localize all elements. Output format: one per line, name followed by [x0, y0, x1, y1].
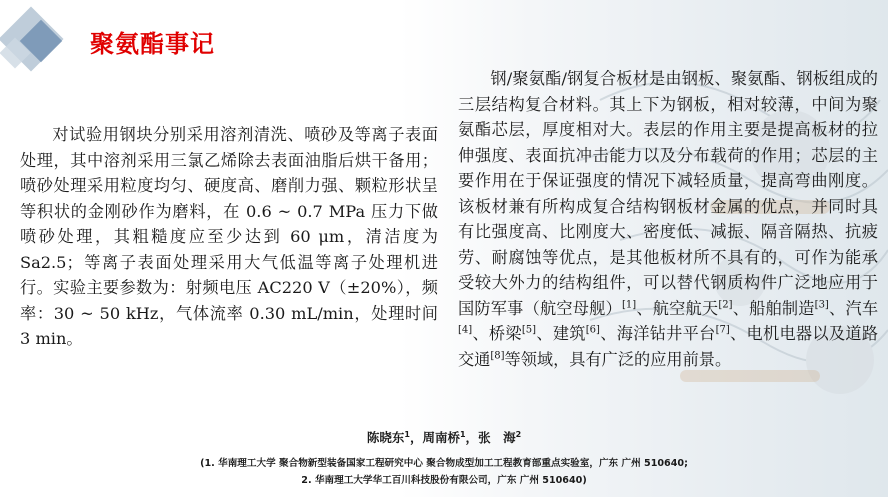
right-paragraph-segment: 、海洋钻井平台	[599, 324, 716, 343]
right-paragraph-segment: 、电机电器以及道路交通	[458, 324, 879, 369]
right-paragraph-segment: 、桥梁	[472, 324, 522, 343]
left-paragraph: 对试验用钢块分别采用溶剂清洗、喷砂及等离子表面处理，其中溶剂采用三氯乙烯除去表面油脂后烘干备用；喷砂处理采用粒度均匀、硬度高、磨削力强、颗粒形状呈等积状的金刚砂作为磨料，在 0.6 ~ 0.7 MPa 压力下做喷砂处理，其粗糙度应至少达到 60 μm，清洁度为 Sa2.5；等离子表面处理采用大气低温等离子处理机进行。实验主要参数为：射频电压 AC220 V（±20%），频率：30 ~ 50 kHz，气体流率 0.30 mL/min，处理时间 3 min。	[20, 125, 438, 348]
right-paragraph-intro: 钢/聚氨酯/钢复合板材是由钢板、聚氨酯、钢板组成的三层结构复合材料。其上下为钢板，相对较薄，中间为聚氨酯芯层，厚度相对大。表层的作用主要是提高板材的拉伸强度、表面抗冲击能力以及分布载荷的作用；芯层的主要作用在于保证强度的情况下减轻质量，提高弯曲刚度。该板材兼有所构成复合结构钢板材金属的优点，并同时具有比强度高、比刚度大、密度低、减振、隔音隔热、抗疲劳、耐腐蚀等优点，是其他板材所不具有的，可作为能承受较大外力的结构组件，可以替代钢质构件广泛地应用于国防军事（航空母舰）	[458, 69, 878, 318]
right-paragraph-segment: 、汽车	[828, 298, 879, 318]
author-name: 张 海	[478, 430, 516, 445]
corner-decoration	[0, 0, 90, 90]
affiliation-line-1: (1. 华南理工大学 聚合物新型装备国家工程研究中心 聚合物成型加工工程教育部重点实验室，广东 广州 510640;	[200, 458, 688, 469]
citation-1: [1]	[621, 299, 637, 311]
citation-2: [2]	[718, 299, 733, 311]
author-separator: ，	[465, 430, 479, 445]
author-name: 陈晓东	[366, 430, 405, 445]
author-affiliation-mark: 2	[515, 429, 522, 439]
slide-title: 聚氨酯事记	[90, 30, 215, 58]
author-affiliation-mark: 1	[404, 429, 410, 439]
right-paragraph-segment: 、建筑	[536, 324, 586, 343]
affiliation-line-2: 2. 华南理工大学华工百川科技股份有限公司，广东 广州 510640)	[301, 475, 587, 486]
citation-6: [6]	[585, 324, 600, 336]
left-text-column	[20, 122, 438, 352]
right-paragraph-segment: 、航空航天	[636, 298, 719, 318]
right-paragraph-segment: 等领域，具有广泛的应用前景。	[504, 349, 732, 369]
citation-3: [3]	[814, 299, 829, 311]
right-paragraph	[458, 66, 878, 372]
author-affiliation-mark: 1	[459, 429, 466, 439]
citation-4: [4]	[458, 324, 473, 336]
right-paragraph-segment: 、船舶制造	[732, 298, 815, 318]
author-name: 周南桥	[422, 430, 460, 445]
citation-5: [5]	[521, 324, 537, 336]
author-separator: ，	[409, 430, 423, 445]
right-text-column	[458, 66, 878, 372]
citation-8: [8]	[490, 350, 505, 362]
author-line	[0, 428, 888, 446]
citation-7: [7]	[715, 324, 730, 336]
